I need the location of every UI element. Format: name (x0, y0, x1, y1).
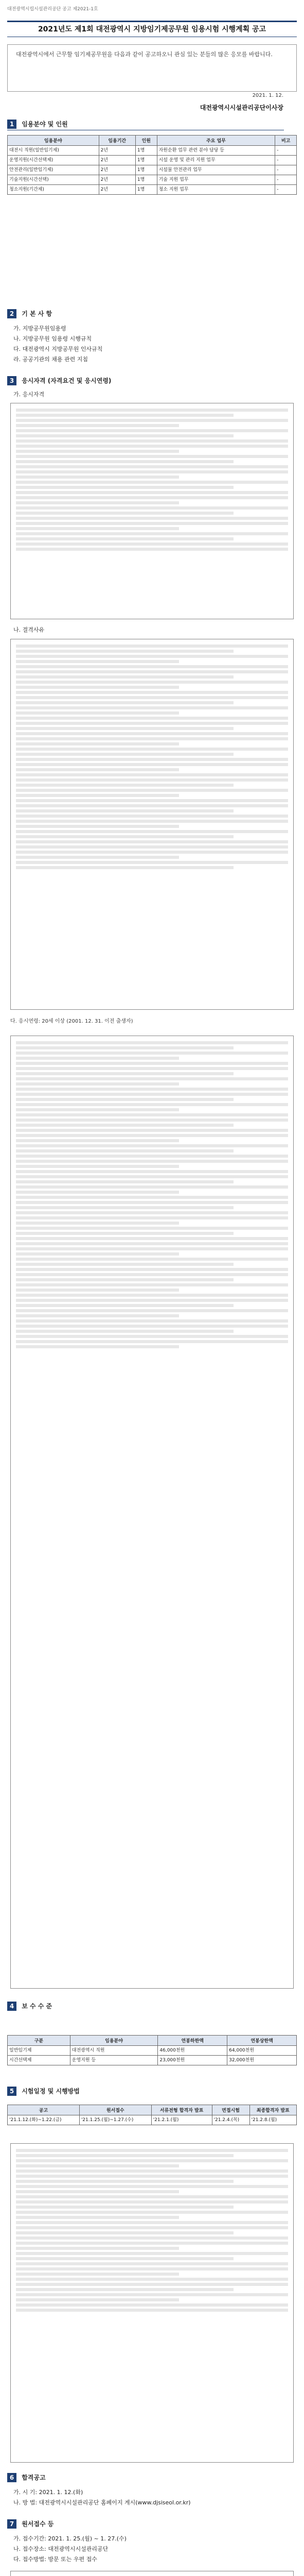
section-5-heading (7, 2087, 80, 2096)
table-header: 임용분야 (70, 2036, 158, 2046)
table-cell: - (275, 146, 297, 156)
table-header: 비고 (275, 135, 297, 146)
section-1-heading (7, 120, 68, 129)
table-cell: '21.2.8.(월) (249, 2115, 296, 2125)
section-number: 7 (7, 2519, 16, 2529)
application-item: 나. 접수장소: 대전광역시시설관리공단 (13, 2546, 109, 2552)
section-title: 응시자격 (자격요건 및 응시연령) (22, 377, 112, 384)
basic-item: 라. 공공기관의 채용 관련 지침 (13, 356, 88, 363)
table-cell: 23,000천원 (158, 2056, 227, 2065)
table-header: 최종합격자 발표 (249, 2105, 296, 2115)
table-cell: 청소지원(기간제) (8, 185, 99, 195)
section-title: 시험일정 및 시행방법 (22, 2088, 80, 2095)
section-title: 합격공고 (22, 2474, 46, 2481)
table-header: 연봉하한액 (158, 2036, 227, 2046)
section-2-heading (7, 309, 52, 318)
table-header: 면접시험 (212, 2105, 249, 2115)
table-row (8, 175, 297, 185)
table-cell: '21.2.1.(월) (151, 2115, 212, 2125)
table-cell: 2년 (99, 156, 135, 165)
table-cell: 자원순환 업무 관련 분야 담당 등 (157, 146, 275, 156)
table-row (8, 185, 297, 195)
section-title: 임용분야 및 인원 (22, 121, 68, 128)
table-cell: '21.1.25.(월)~1.27.(수) (79, 2115, 151, 2125)
table-cell: 시간선택제 (8, 2056, 70, 2065)
age-requirement: 다. 응시연령: 20세 이상 (2001. 12. 31. 이전 출생자) (10, 1019, 133, 1024)
table-cell: 1명 (135, 156, 157, 165)
eligibility-box (10, 403, 294, 619)
section-number: 4 (7, 2002, 16, 2011)
table-header: 주요 업무 (157, 135, 275, 146)
table-header: 구분 (8, 2036, 70, 2046)
qualification-tables (10, 1036, 294, 1989)
table-cell: 1명 (135, 185, 157, 195)
table-header: 서류전형 합격자 발표 (151, 2105, 212, 2115)
section-number: 2 (7, 309, 16, 318)
table-cell: 1명 (135, 175, 157, 185)
table-header: 임용분야 (8, 135, 99, 146)
table-cell: 운영지원(시간선택제) (8, 156, 99, 165)
table-cell: 32,000천원 (227, 2056, 297, 2065)
announcement-date: 2021. 1. 12. (252, 93, 283, 98)
section-title: 원서접수 등 (22, 2520, 54, 2528)
table-cell: 2년 (99, 165, 135, 175)
intro-box (7, 44, 297, 92)
basic-item: 다. 대전광역시 지방공무원 인사규칙 (13, 346, 103, 352)
section-number: 6 (7, 2473, 16, 2482)
basic-item: 가. 지방공무원임용령 (13, 325, 66, 332)
header-note: 대전광역시립시설관리공단 공고 제2021-1호 (7, 7, 98, 12)
salary-table (7, 2035, 297, 2065)
table-cell: 시설물 안전관리 업무 (157, 165, 275, 175)
section-6-heading (7, 2473, 46, 2482)
table-row (8, 2046, 297, 2056)
table-cell: '21.1.12.(화)~1.22.(금) (8, 2115, 80, 2125)
table-cell: 기술지원(시간선택) (8, 175, 99, 185)
intro-text: 대전광역시에서 근무할 임기제공무원을 다음과 같이 공고하오니 관심 있는 분들의 많은 응모를 바랍니다. (16, 51, 273, 58)
application-item: 가. 접수기간: 2021. 1. 25.(월) ~ 1. 27.(수) (13, 2535, 127, 2542)
result-item: 나. 방 법: 대전광역시시설관리공단 홈페이지 게시(www.djsiseol.or.kr) (13, 2499, 191, 2506)
section-number: 5 (7, 2087, 16, 2096)
table-cell: 64,000천원 (227, 2046, 297, 2056)
table-cell: 2년 (99, 146, 135, 156)
table-row (8, 146, 297, 156)
eligibility-heading: 가. 응시자격 (13, 391, 45, 398)
table-cell: 2년 (99, 185, 135, 195)
table-cell: '21.2.4.(목) (212, 2115, 249, 2125)
result-item: 가. 시 기: 2021. 1. 12.(화) (13, 2489, 83, 2496)
table-cell: 1명 (135, 146, 157, 156)
disqualification-box (10, 639, 294, 1010)
section-3-heading (7, 376, 111, 385)
table-cell: 청소 지원 업무 (157, 185, 275, 195)
table-row (8, 156, 297, 165)
table-row (8, 165, 297, 175)
table-cell: 시설 운영 및 관리 지원 업무 (157, 156, 275, 165)
table-cell: 1명 (135, 165, 157, 175)
section-number: 3 (7, 376, 16, 385)
application-item: 다. 접수방법: 방문 또는 우편 접수 (13, 2556, 97, 2563)
table-header: 공고 (8, 2105, 80, 2115)
positions-table (7, 135, 297, 195)
table-header: 인원 (135, 135, 157, 146)
table-cell: - (275, 185, 297, 195)
table-cell: 기술 지원 업무 (157, 175, 275, 185)
table-cell: 대전시 직원(일반임기제) (8, 146, 99, 156)
table-header: 임용기간 (99, 135, 135, 146)
section-number: 1 (7, 120, 16, 129)
basic-item: 나. 지방공무원 임용령 시행규칙 (13, 335, 92, 342)
page-title: 2021년도 제1회 대전광역시 지방임기제공무원 임용시험 시행계획 공고 (7, 21, 297, 37)
exam-method-box (10, 2143, 294, 2463)
table-cell: - (275, 156, 297, 165)
table-cell: 일반임기제 (8, 2046, 70, 2056)
application-notes (10, 2571, 294, 2576)
section-4-heading (7, 2002, 52, 2011)
table-cell: 운영지원 등 (70, 2056, 158, 2065)
table-cell: - (275, 165, 297, 175)
table-cell: 46,000천원 (158, 2046, 227, 2056)
section-title: 보 수 수 준 (22, 2003, 52, 2010)
table-header: 원서접수 (79, 2105, 151, 2115)
table-header: 연봉상한액 (227, 2036, 297, 2046)
section-title: 기 본 사 항 (22, 310, 52, 317)
issuing-organization: 대전광역시시설관리공단이사장 (200, 104, 283, 111)
schedule-table (7, 2105, 297, 2125)
disqualification-heading: 나. 결격사유 (13, 626, 45, 633)
table-row (8, 2115, 297, 2125)
table-cell: 안전관리(일반임기제) (8, 165, 99, 175)
table-cell: - (275, 175, 297, 185)
table-row (8, 2056, 297, 2065)
section-7-heading (7, 2519, 53, 2529)
table-cell: 대전광역시 직원 (70, 2046, 158, 2056)
table-cell: 2년 (99, 175, 135, 185)
